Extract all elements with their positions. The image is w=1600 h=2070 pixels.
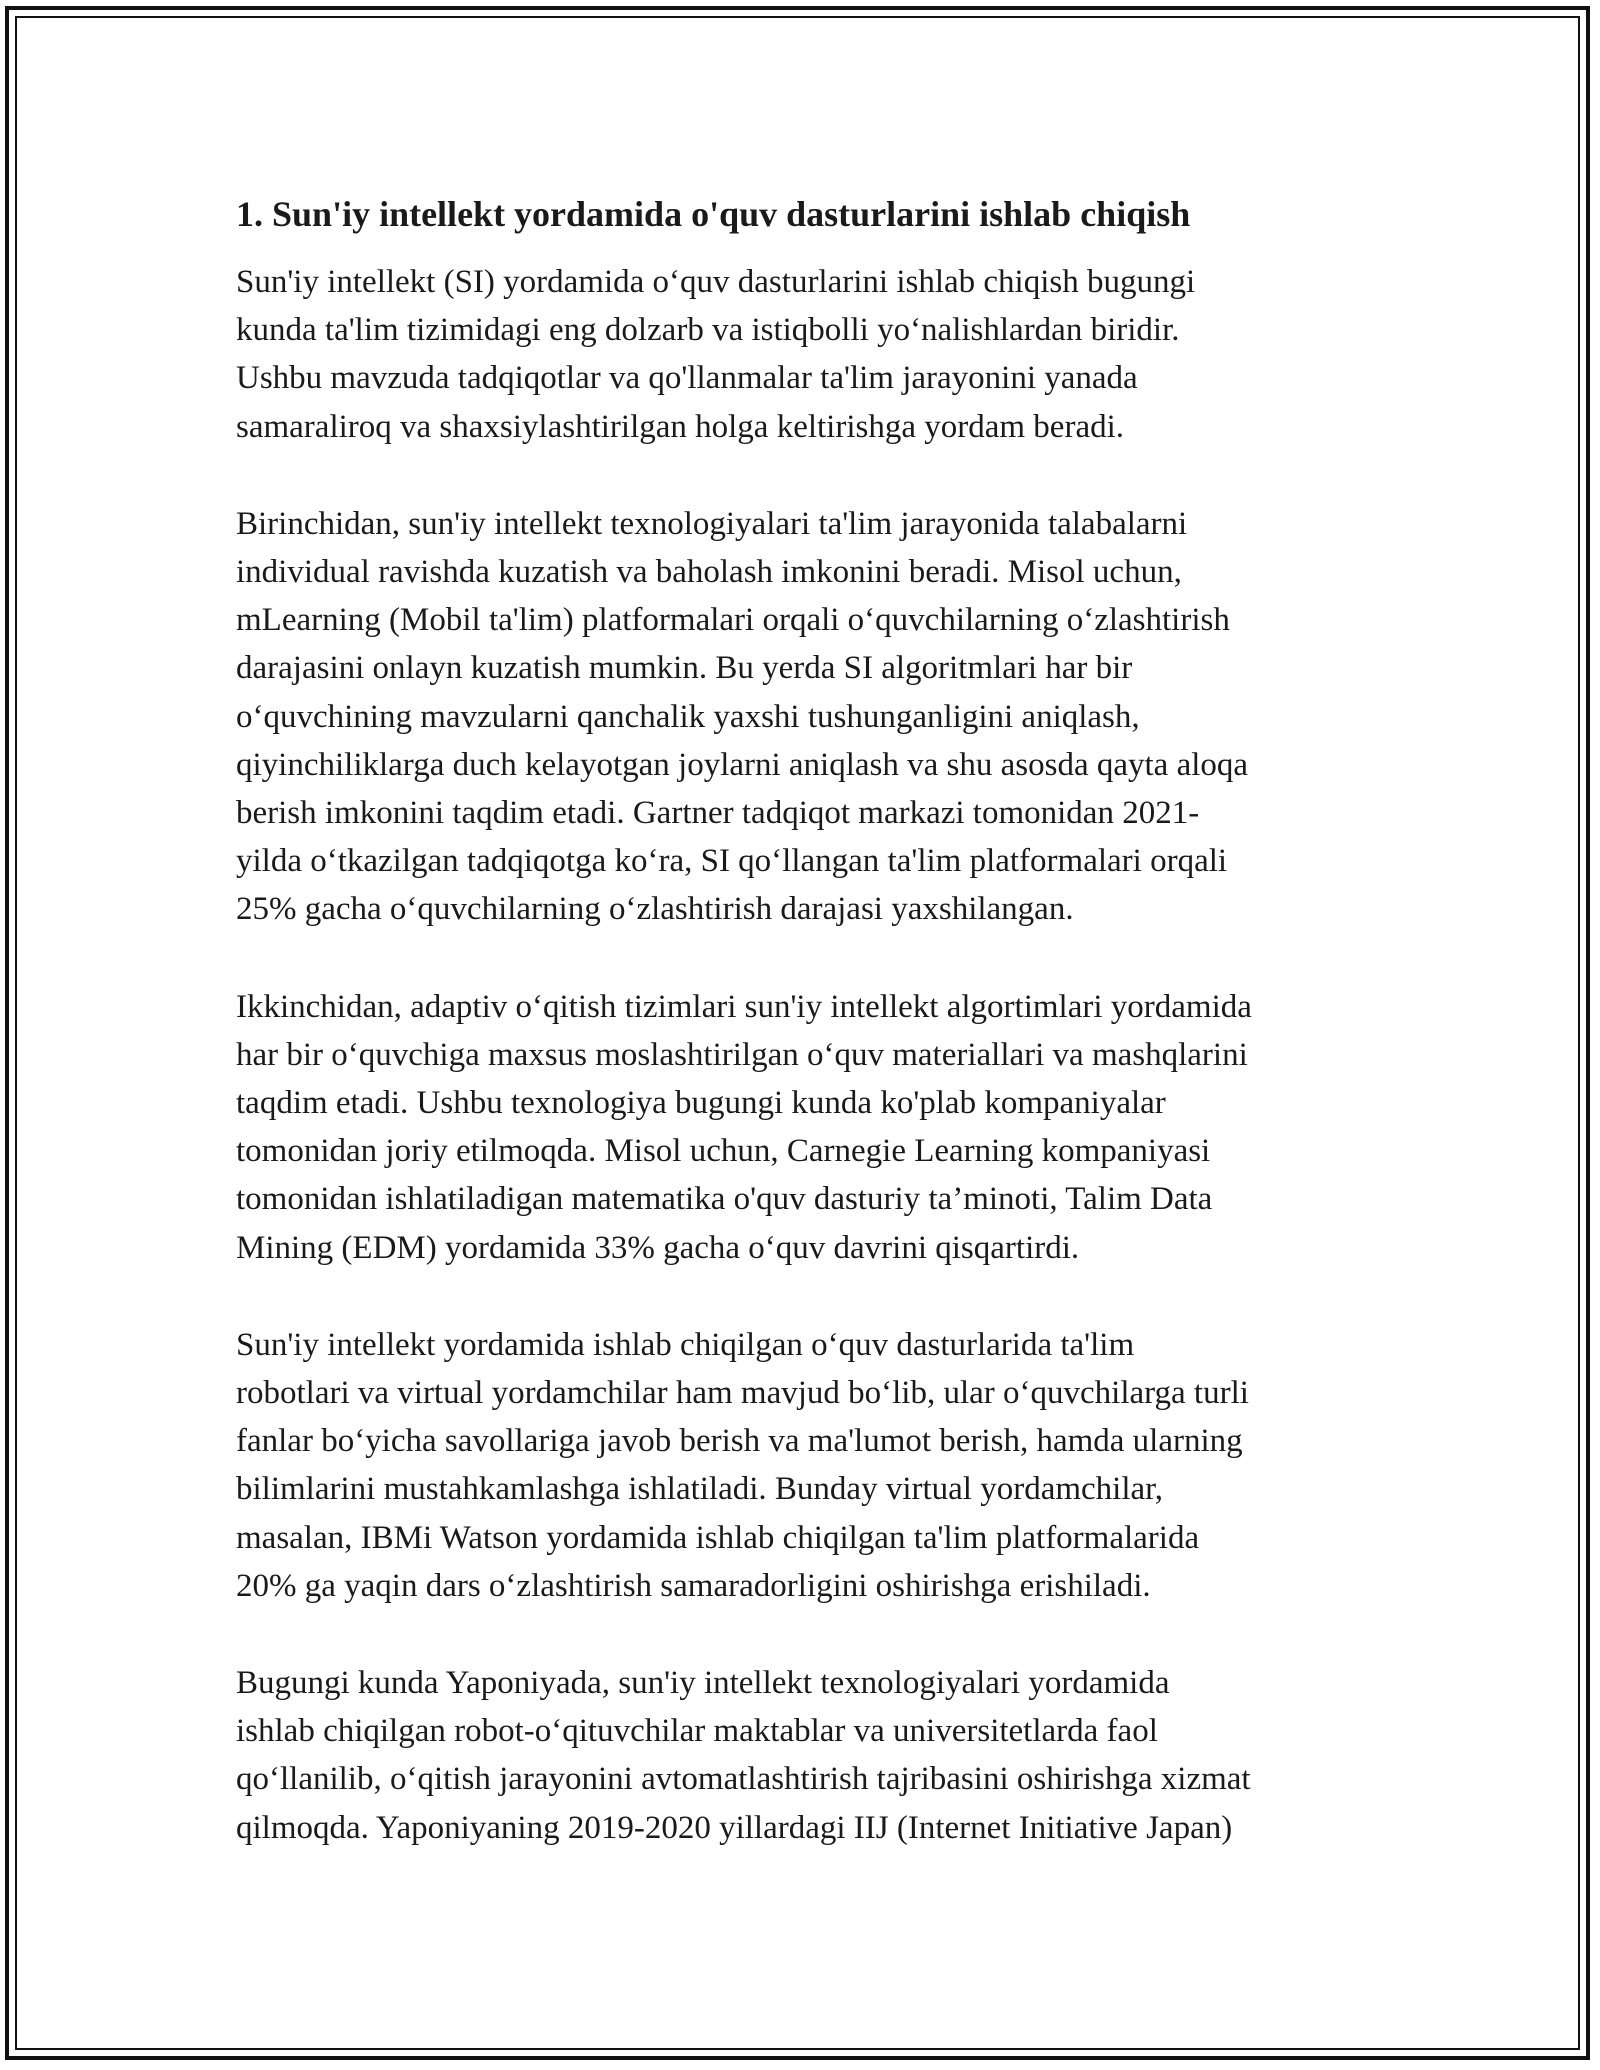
text-line: individual ravishda kuzatish va baholash imkonini beradi. Misol uchun,	[236, 554, 1182, 591]
section-heading: 1. Sun'iy intellekt yordamida o'quv dasturlarini ishlab chiqish	[236, 194, 1191, 234]
text-line: berish imkonini taqdim etadi. Gartner tadqiqot markazi tomonidan 2021-	[236, 795, 1200, 832]
text-line: 20% ga yaqin dars o‘zlashtirish samaradorligini oshirishga erishiladi.	[236, 1567, 1151, 1604]
text-line: qilmoqda. Yaponiyaning 2019-2020 yillardagi IIJ (Internet Initiative Japan)	[236, 1809, 1233, 1846]
text-line: fanlar bo‘yicha savollariga javob berish va ma'lumot berish, hamda ularning	[236, 1423, 1243, 1460]
text-line: Sun'iy intellekt yordamida ishlab chiqilgan o‘quv dasturlarida ta'lim	[236, 1326, 1135, 1363]
text-line: tomonidan ishlatiladigan matematika o'quv dasturiy ta’minoti, Talim Data	[236, 1181, 1213, 1218]
text-line: Mining (EDM) yordamida 33% gacha o‘quv davrini qisqartirdi.	[236, 1229, 1080, 1266]
text-line: Ushbu mavzuda tadqiqotlar va qo'llanmalar ta'lim jarayonini yanada	[236, 360, 1138, 397]
text-line: har bir o‘quvchiga maxsus moslashtirilgan o‘quv materiallari va mashqlarini	[236, 1036, 1248, 1073]
text-line: qiyinchiliklarga duch kelayotgan joylarni aniqlash va shu asosda qayta aloqa	[236, 746, 1249, 783]
text-line: tomonidan joriy etilmoqda. Misol uchun, Carnegie Learning kompaniyasi	[236, 1133, 1211, 1170]
text-line: samaraliroq va shaxsiylashtirilgan holga keltirishga yordam beradi.	[236, 408, 1125, 445]
text-line: robotlari va virtual yordamchilar ham mavjud bo‘lib, ular o‘quvchilarga turli	[236, 1375, 1249, 1412]
text-line: masalan, IBMi Watson yordamida ishlab chiqilgan ta'lim platformalarida	[236, 1519, 1200, 1556]
text-line: qo‘llanilib, o‘qitish jarayonini avtomatlashtirish tajribasini oshirishga xizmat	[236, 1761, 1251, 1798]
paragraph-virtual-assistants	[236, 1321, 1386, 1610]
paragraph-first-point	[236, 500, 1386, 934]
text-line: taqdim etadi. Ushbu texnologiya bugungi kunda ko'plab kompaniyalar	[236, 1085, 1166, 1122]
text-line: ishlab chiqilgan robot-o‘qituvchilar maktablar va universitetlarda faol	[236, 1713, 1158, 1750]
text-line: bilimlarini mustahkamlashga ishlatiladi. Bunday virtual yordamchilar,	[236, 1471, 1164, 1508]
paragraph-japan	[236, 1659, 1386, 1852]
text-line: darajasini onlayn kuzatish mumkin. Bu yerda SI algoritmlari har bir	[236, 650, 1133, 687]
text-line: kunda ta'lim tizimidagi eng dolzarb va istiqbolli yo‘nalishlardan biridir.	[236, 312, 1180, 349]
text-line: Bugungi kunda Yaponiyada, sun'iy intellekt texnologiyalari yordamida	[236, 1665, 1170, 1702]
document-body	[236, 188, 1386, 1901]
paragraph-intro	[236, 258, 1386, 451]
text-line: 25% gacha o‘quvchilarning o‘zlashtirish darajasi yaxshilangan.	[236, 891, 1074, 928]
text-line: Ikkinchidan, adaptiv o‘qitish tizimlari sun'iy intellekt algortimlari yordamida	[236, 988, 1252, 1025]
text-line: mLearning (Mobil ta'lim) platformalari orqali o‘quvchilarning o‘zlashtirish	[236, 602, 1230, 639]
text-line: o‘quvchining mavzularni qanchalik yaxshi tushunganligini aniqlash,	[236, 698, 1140, 735]
text-line: Birinchidan, sun'iy intellekt texnologiyalari ta'lim jarayonida talabalarni	[236, 505, 1188, 542]
paragraph-second-point	[236, 983, 1386, 1272]
text-line: Sun'iy intellekt (SI) yordamida o‘quv dasturlarini ishlab chiqish bugungi	[236, 264, 1196, 300]
text-line: yilda o‘tkazilgan tadqiqotga ko‘ra, SI qo‘llangan ta'lim platformalari orqali	[236, 843, 1228, 880]
